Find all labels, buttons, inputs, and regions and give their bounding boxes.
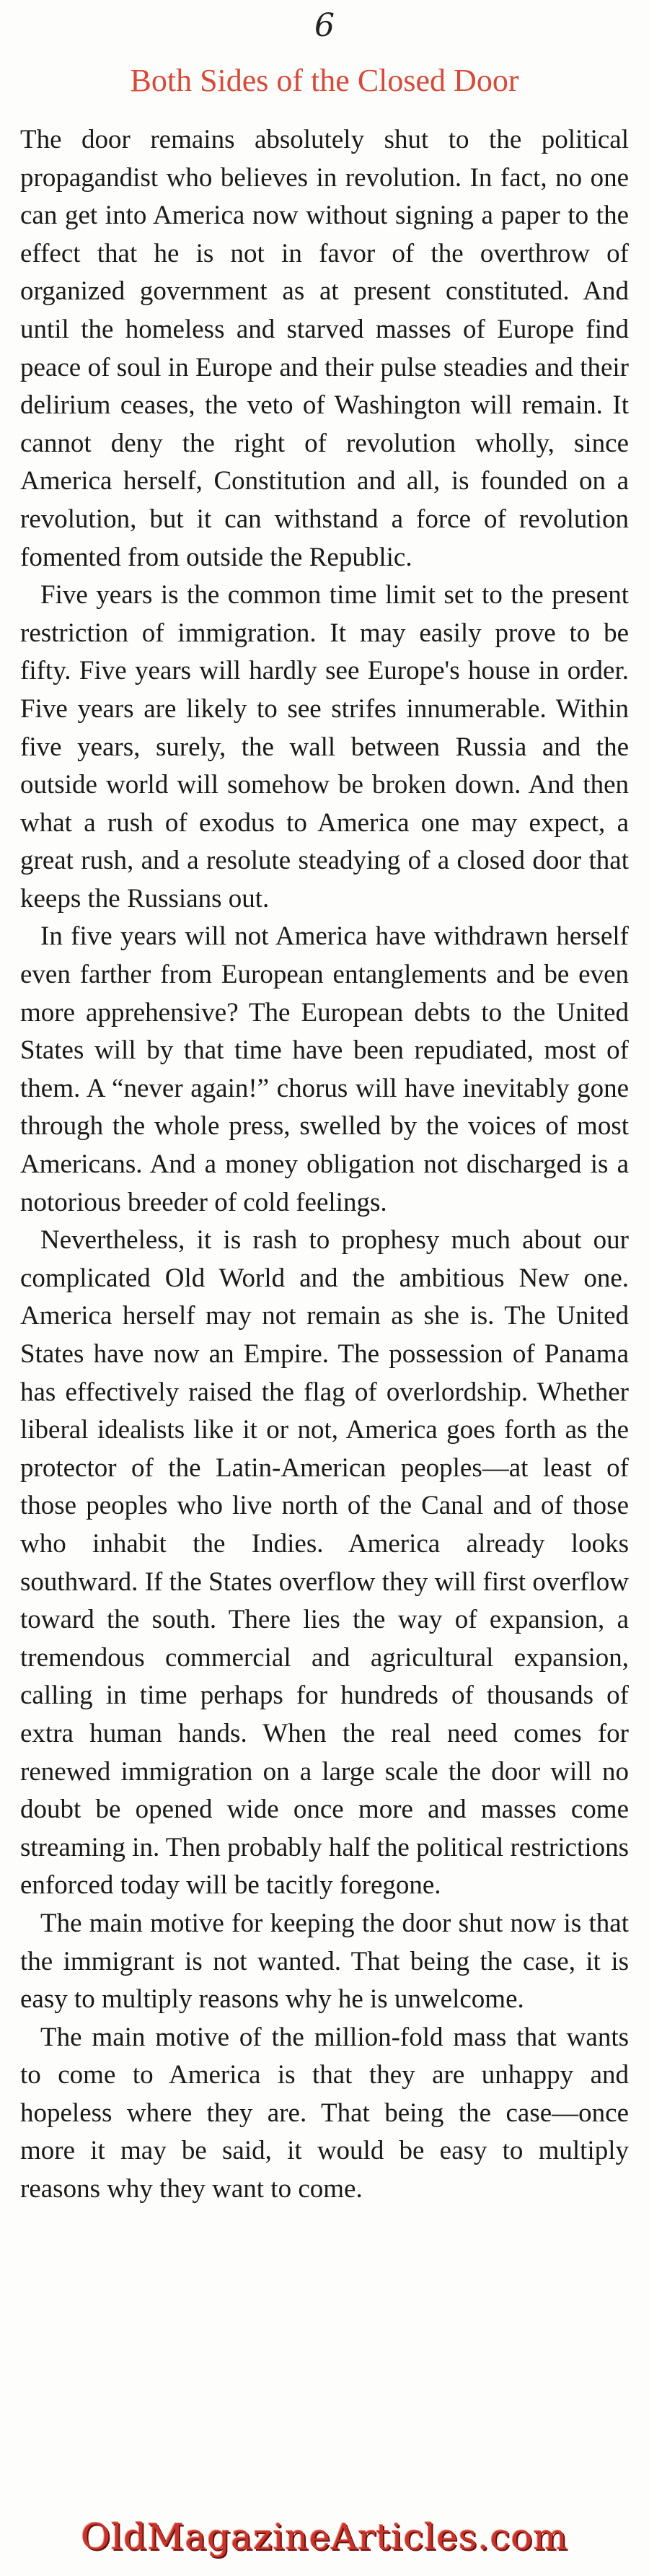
paragraph-2: Five years is the common time limit set to the present restriction of immigration. It may easily prove to be fifty. Five years will hardly see Europe's house in order. Five years are likely to see strifes innumerable. Within five years, surely, the wall between Russia and the outside world will somehow be broken down. And then what a rush of exodus to America one may expect, a great rush, and a resolute steadying of a closed door that keeps the Russians out.: [20, 580, 629, 914]
article-headline: Both Sides of the Closed Door: [130, 63, 519, 98]
paragraph-4: Nevertheless, it is rash to prophesy much about our complicated Old World and the ambitious New one. America herself may not remain as she is. The United States have now an Empire. The possession of Panama has effectively raised the flag of overlordship. Whether liberal idealists like it or not, America goes forth as the protector of the Latin-American peoples—at least of those peoples who live north of the Canal and of those who inhabit the Indies. America already looks southward. If the States overflow they will first overflow toward the south. There lies the way of expansion, a tremendous commercial and agricultural expansion, calling in time perhaps for hundreds of thousands of extra human hands. When the real need comes for renewed immigration on a large scale the door will no doubt be opened wide once more and masses come streaming in. Then probably half the political restrictions enforced today will be tacitly foregone.: [20, 1225, 629, 1901]
paragraph-1: The door remains absolutely shut to the political propagandist who believes in revolution. In fact, no one can get into America now without signing a paper to the effect that he is not in favor of the overthrow of organized government as at present constituted. And until the homeless and starved masses of Europe find peace of soul in Europe and their pulse steadies and their delirium ceases, the veto of Washington will remain. It cannot deny the right of revolution wholly, since America herself, Constitution and all, is founded on a revolution, but it can withstand a force of revolution fomented from outside the Republic.: [20, 125, 629, 572]
paragraph-6: The main motive of the million-fold mass that wants to come to America is that they are unhappy and hopeless where they are. That being the case—once more it may be said, it would be easy to multiply reasons why they want to come.: [20, 2022, 629, 2204]
page-number: 6: [314, 7, 335, 44]
article-body: [20, 121, 629, 2209]
site-watermark: OldMagazineArticles.com: [81, 2516, 568, 2558]
paragraph-5: The main motive for keeping the door shut now is that the immigrant is not wanted. That being the case, it is easy to multiply reasons why he is unwelcome.: [20, 1908, 629, 2015]
paragraph-3: In five years will not America have withdrawn herself even farther from European entanglements and be even more apprehensive? The European debts to the United States will by that time have been repudiated, most of them. A “never again!” chorus will have inevitably gone through the whole press, swelled by the voices of most Americans. And a money obligation not discharged is a notorious breeder of cold feelings.: [20, 921, 629, 1217]
